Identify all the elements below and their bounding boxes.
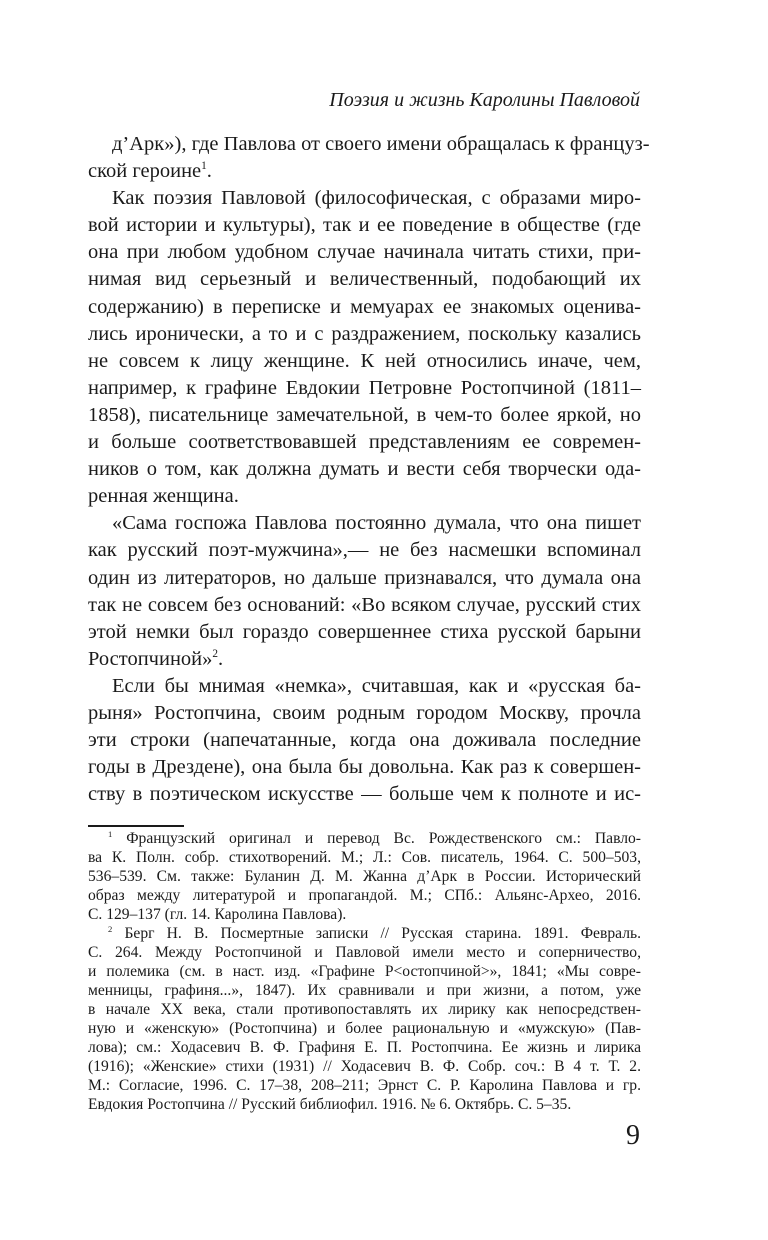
text: содержанию) в переписке и мемуарах ее знакомых оценива-: [88, 295, 641, 318]
text: М.: Согласие, 1996. С. 17–38, 208–211; Эрнст С. Р. Каролина Павлова и гр.: [88, 1077, 641, 1094]
text: ников о том, как должна думать и вести себя творчески ода-: [88, 458, 641, 481]
text-line: [88, 754, 641, 781]
text-line: [88, 848, 641, 867]
text-line: [88, 1019, 641, 1038]
text-line: [88, 537, 641, 564]
text-line: [88, 1095, 641, 1114]
text-line: [88, 483, 641, 510]
footnote: [88, 829, 641, 924]
text: ской героине: [88, 160, 202, 183]
paragraph: [88, 185, 641, 510]
text: Французский оригинал и перевод Вс. Рождественского см.: Павло-: [112, 830, 641, 847]
text: не совсем к лицу женщине. К ней относились иначе, чем,: [88, 349, 641, 372]
text-line: [88, 1057, 641, 1076]
text: «Сама госпожа Павлова постоянно думала, что она пишет: [112, 512, 641, 535]
text: лись иронически, а то и с раздражением, поскольку казались: [88, 322, 641, 345]
footnotes: [88, 829, 641, 1114]
text-line: [88, 212, 641, 239]
text: годы в Дрездене), она была бы довольна. Как раз к совершен-: [88, 756, 641, 779]
paragraph: [88, 510, 641, 673]
punctuation: .: [206, 160, 212, 183]
running-head: Поэзия и жизнь Каролины Павловой: [329, 89, 640, 111]
text: 536–539. См. также: Буланин Д. М. Жанна д’Арк в России. Исторический: [88, 868, 641, 885]
text-line: [88, 619, 641, 646]
footnote-ref: 2: [212, 647, 219, 660]
text-line: [88, 673, 641, 700]
text-line: [88, 646, 641, 673]
text: (1916); «Женские» стихи (1931) // Ходасевич В. Ф. Собр. соч.: В 4 т. Т. 2.: [88, 1058, 641, 1075]
text-line: [88, 510, 641, 537]
paragraph: [88, 673, 641, 808]
text-line: [88, 429, 641, 456]
text: С. 264. Между Ростопчиной и Павловой имели место и соперничество,: [88, 944, 641, 961]
text-line: [88, 981, 641, 1000]
text-line: [88, 962, 641, 981]
text: в начале XX века, стали противопоставлять их лирику как непосредствен-: [88, 1001, 641, 1018]
text-line: [88, 239, 641, 266]
text: С. 129–137 (гл. 14. Каролина Павлова).: [88, 906, 347, 923]
page-number: 9: [626, 1120, 640, 1151]
text-line: [88, 592, 641, 619]
text-line: [88, 266, 641, 293]
text-line: [88, 294, 641, 321]
paragraph: [88, 131, 650, 185]
footnote-divider: [88, 825, 184, 827]
text: она при любом удобном случае начинала читать стихи, при-: [88, 241, 641, 264]
text: как русский поэт-мужчина»,— не без насмешки вспоминал: [88, 539, 641, 562]
text: так не совсем без оснований: «Во всяком случае, русский стих: [88, 593, 641, 616]
text-line: [88, 905, 641, 924]
text-line: [88, 1076, 641, 1095]
text: ную и «женскую» (Ростопчина) и более рациональную и «мужскую» (Пав-: [88, 1020, 641, 1037]
text-line: [88, 924, 641, 943]
punctuation: .: [218, 647, 224, 670]
text-line: [88, 565, 641, 592]
text: ва К. Полн. собр. стихотворений. М.; Л.: Сов. писатель, 1964. С. 500–503,: [88, 849, 641, 866]
text: ренная женщина.: [88, 485, 239, 508]
text: 1858), писательнице замечательной, в чем-то более яркой, но: [88, 403, 641, 426]
text: менницы, графиня...», 1847). Их сравнивали и при жизни, а потом, уже: [88, 982, 641, 999]
text: Берг Н. В. Посмертные записки // Русская старина. 1891. Февраль.: [112, 925, 641, 942]
text: лова); см.: Ходасевич В. Ф. Графиня Е. П. Ростопчина. Ее жизнь и лирика: [88, 1039, 641, 1056]
text-line: [88, 829, 641, 848]
text: д’Арк»), где Павлова от своего имени обращалась к француз-: [112, 133, 650, 155]
text: Как поэзия Павловой (философическая, с образами миро-: [112, 187, 641, 210]
body-text: [88, 131, 650, 808]
text-line: [88, 727, 641, 754]
text: и полемика (см. в наст. изд. «Графине Р<остопчиной>», 1841; «Мы совре-: [88, 963, 641, 980]
footnote-number: 2: [108, 924, 113, 934]
text-line: [88, 375, 641, 402]
text: образ между литературой и пропагандой. М.; СПб.: Альянс-Архео, 2016.: [88, 887, 641, 904]
text-line: [88, 402, 641, 429]
text-line: [88, 867, 641, 886]
text-line: [88, 700, 641, 727]
text-line: [88, 943, 641, 962]
text: рыня» Ростопчина, своим родным городом Москву, прочла: [88, 701, 641, 724]
text: ству в поэтическом искусстве — больше чем к полноте и ис-: [88, 783, 641, 806]
text-line: [88, 158, 641, 185]
text: один из литераторов, но дальше признавался, что думала она: [88, 566, 641, 589]
text-line: [88, 321, 641, 348]
footnote-ref: 1: [201, 160, 207, 173]
text-line: [88, 456, 641, 483]
text: Ростопчиной»: [88, 647, 213, 670]
text: эти строки (напечатанные, когда она доживала последние: [88, 729, 641, 752]
text-line: [88, 131, 650, 158]
text: вой истории и культуры), так и ее поведение в обществе (где: [88, 214, 641, 237]
text: и больше соответствовавшей представлениям ее современ-: [88, 431, 641, 454]
text-line: [88, 886, 641, 905]
text-line: [88, 1038, 641, 1057]
text-line: [88, 781, 641, 808]
footnote-number: 1: [108, 829, 113, 839]
text-line: [88, 348, 641, 375]
text-line: [88, 1000, 641, 1019]
text: например, к графине Евдокии Петровне Ростопчиной (1811–: [88, 376, 641, 399]
text: Евдокия Ростопчина // Русский библиофил. 1916. № 6. Октябрь. С. 5–35.: [88, 1096, 572, 1113]
footnote: [88, 924, 641, 1114]
text-line: [88, 185, 641, 212]
text: нимая вид серьезный и величественный, подобающий их: [88, 268, 641, 291]
text: этой немки был гораздо совершеннее стиха русской барыни: [88, 620, 641, 643]
text: Если бы мнимая «немка», считавшая, как и «русская ба-: [112, 674, 641, 697]
